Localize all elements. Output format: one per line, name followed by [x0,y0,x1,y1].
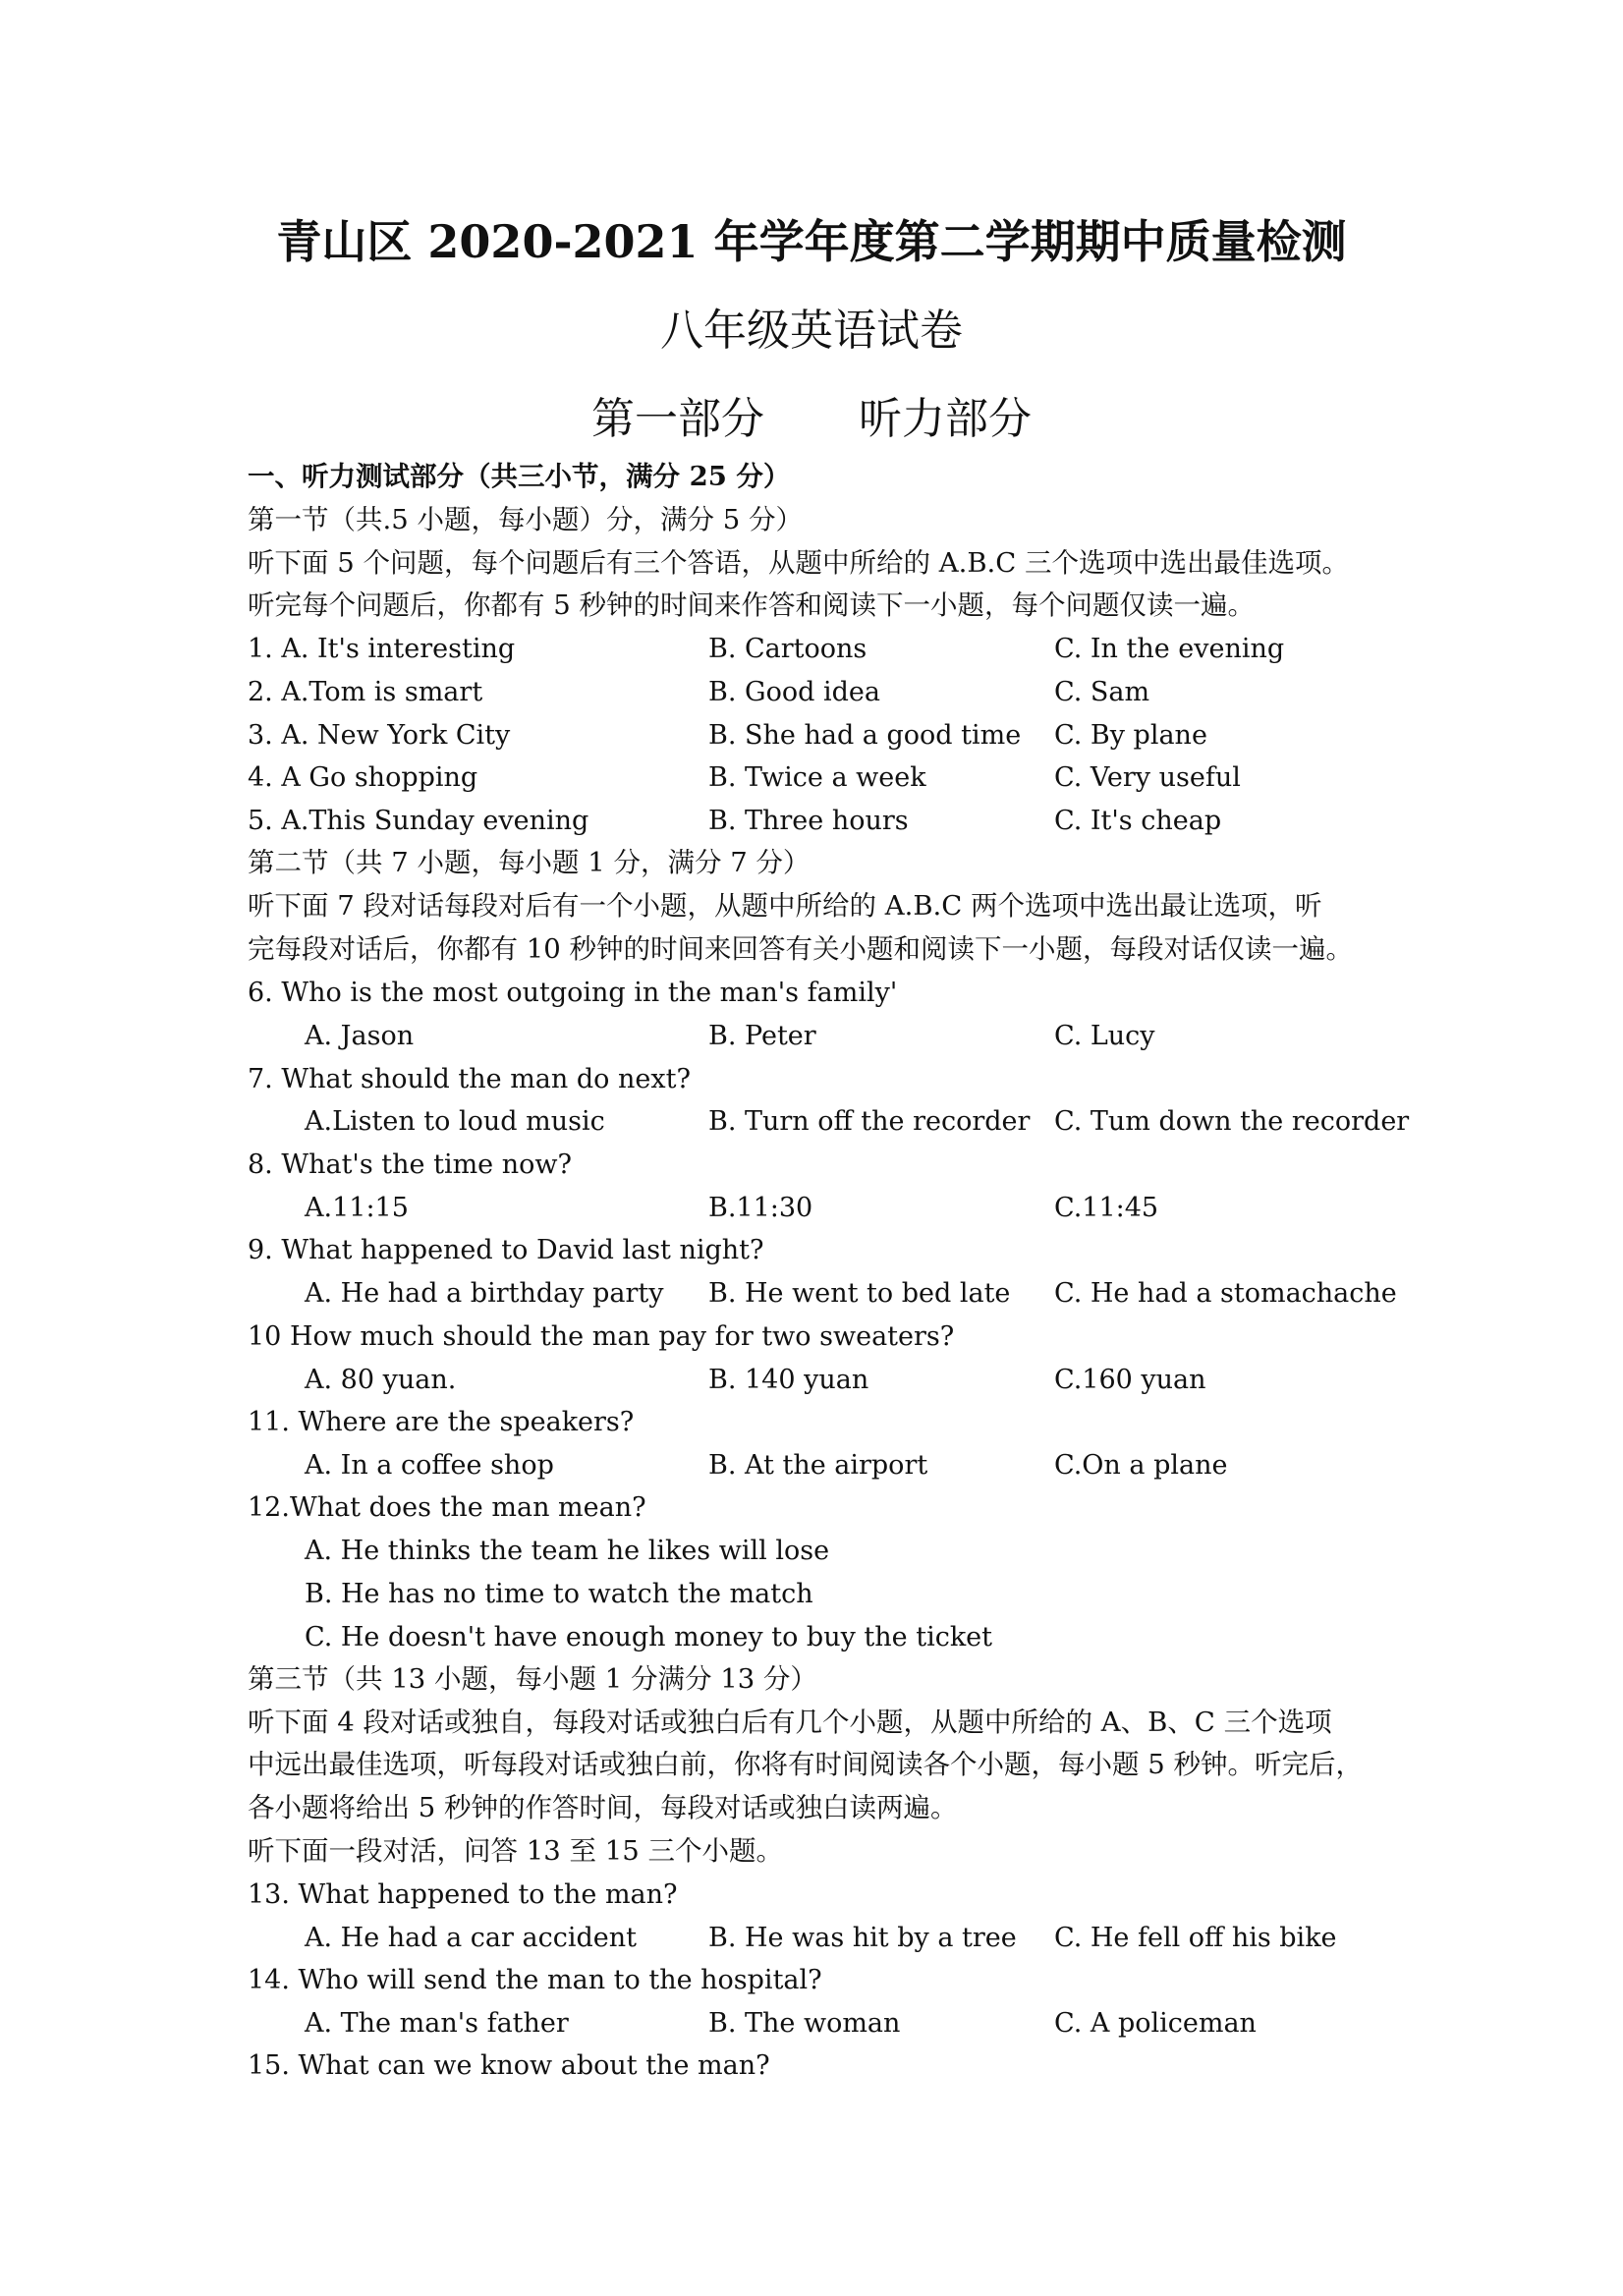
s2-question-7-option-b: B. Turn off the recorder [708,1106,1031,1137]
s2-heading: 第二节（共 7 小题，每小题 1 分，满分 7 分） [248,847,811,878]
part-label: 第一部分 [591,394,764,444]
s1-item-5-c: C. It's cheap [1054,806,1222,836]
s2-question-9-option-a: A. He had a birthday party [305,1278,664,1309]
s1-item-4-a: 4. A Go shopping [248,762,478,793]
s2-question-11-option-c: C.On a plane [1054,1450,1228,1481]
s1-instruction-2: 听完每个问题后，你都有 5 秒钟的时间来作答和阅读下一小题，每个问题仅读一遍。 [248,589,1255,621]
s3-heading: 第三节（共 13 小题，每小题 1 分满分 13 分） [248,1663,817,1695]
exam-subtitle: 八年级英语试卷 [660,306,963,356]
s2-question-10-option-c: C.160 yuan [1054,1365,1206,1395]
s2-question-12-option-a: A. He thinks the team he likes will lose [305,1536,830,1566]
s2-instruction-2: 完每段对话后，你都有 10 秒钟的时间来回答有关小题和阅读下一小题，每段对话仅读一遍。 [248,933,1353,965]
s2-question-12-option-c: C. He doesn't have enough money to buy the ticket [305,1622,993,1652]
s3-instruction-4: 听下面一段对活，问答 13 至 15 三个小题。 [248,1835,783,1867]
s2-question-6-option-b: B. Peter [708,1021,816,1051]
s3-question-15: 15. What can we know about the man? [248,2050,770,2081]
s2-question-7-option-c: C. Tum down the recorder [1054,1106,1410,1137]
s2-question-7: 7. What should the man do next? [248,1064,691,1094]
s2-question-9: 9. What happened to David last night? [248,1235,764,1265]
s2-question-8-option-c: C.11:45 [1054,1193,1159,1223]
s3-question-14-option-b: B. The woman [708,2008,901,2039]
s2-question-12: 12.What does the man mean? [248,1492,646,1523]
s3-question-13-option-b: B. He was hit by a tree [708,1923,1017,1953]
s1-item-5-a: 5. A.This Sunday evening [248,806,589,836]
s1-item-1-b: B. Cartoons [708,634,867,664]
s1-item-2-a: 2. A.Tom is smart [248,677,483,707]
s3-question-13: 13. What happened to the man? [248,1879,678,1910]
s1-item-3-a: 3. A. New York City [248,720,511,751]
s3-instruction-2: 中远出最佳选项，听每段对话或独白前，你将有时间阅读各个小题，每小题 5 秒钟。听完后， [248,1749,1363,1780]
s1-item-1-a: 1. A. It's interesting [248,634,516,664]
s2-question-12-option-b: B. He has no time to watch the match [305,1579,813,1609]
s2-question-9-option-b: B. He went to bed late [708,1278,1011,1309]
s1-item-2-c: C. Sam [1054,677,1150,707]
s1-heading: 第一节（共.5 小题，每小题）分，满分 5 分） [248,504,803,535]
s1-item-2-b: B. Good idea [708,677,880,707]
s1-item-1-c: C. In the evening [1054,634,1285,664]
s2-question-6: 6. Who is the most outgoing in the man's family' [248,978,898,1008]
part-name: 听力部分 [859,394,1032,444]
s2-question-10-option-b: B. 140 yuan [708,1365,869,1395]
s3-question-14-option-c: C. A policeman [1054,2008,1257,2039]
s2-question-11: 11. Where are the speakers? [248,1407,635,1437]
s2-question-6-option-a: A. Jason [305,1021,415,1051]
s2-question-11-option-b: B. At the airport [708,1450,928,1481]
s3-question-14: 14. Who will send the man to the hospital? [248,1965,822,1995]
s1-item-3-b: B. She had a good time [708,720,1022,751]
s2-question-6-option-c: C. Lucy [1054,1021,1155,1051]
s2-question-10: 10 How much should the man pay for two sweaters? [248,1321,955,1352]
s1-instruction-1: 听下面 5 个问题，每个问题后有三个答语，从题中所给的 A.B.C 三个选项中选出最佳选项。 [248,547,1350,579]
s2-question-8-option-a: A.11:15 [305,1193,409,1223]
exam-title: 青山区 2020-2021 年学年度第二学期期中质量检测 [276,215,1347,268]
s3-question-14-option-a: A. The man's father [305,2008,569,2039]
s1-item-4-b: B. Twice a week [708,762,926,793]
s1-item-4-c: C. Very useful [1054,762,1241,793]
section-heading: 一、听力测试部分（共三小节，满分 25 分） [248,461,791,492]
s2-question-7-option-a: A.Listen to loud music [305,1106,605,1137]
s2-instruction-1: 听下面 7 段对话每段对后有一个小题，从题中所给的 A.B.C 两个选项中选出最让选项，听 [248,890,1322,922]
s3-instruction-1: 听下面 4 段对话或独自，每段对话或独白后有几个小题，从题中所给的 A、B、C 三个选项 [248,1707,1332,1738]
s1-item-5-b: B. Three hours [708,806,909,836]
s1-item-3-c: C. By plane [1054,720,1207,751]
s3-instruction-3: 各小题将给出 5 秒钟的作答时间，每段对话或独白读两遍。 [248,1792,958,1823]
s2-question-11-option-a: A. In a coffee shop [305,1450,554,1481]
s2-question-10-option-a: A. 80 yuan. [305,1365,457,1395]
s3-question-13-option-a: A. He had a car accident [305,1923,637,1953]
part-heading [0,383,1623,446]
s2-question-8: 8. What's the time now? [248,1149,572,1180]
s3-question-13-option-c: C. He fell off his bike [1054,1923,1337,1953]
s2-question-9-option-c: C. He had a stomachache [1054,1278,1397,1309]
s2-question-8-option-b: B.11:30 [708,1193,813,1223]
